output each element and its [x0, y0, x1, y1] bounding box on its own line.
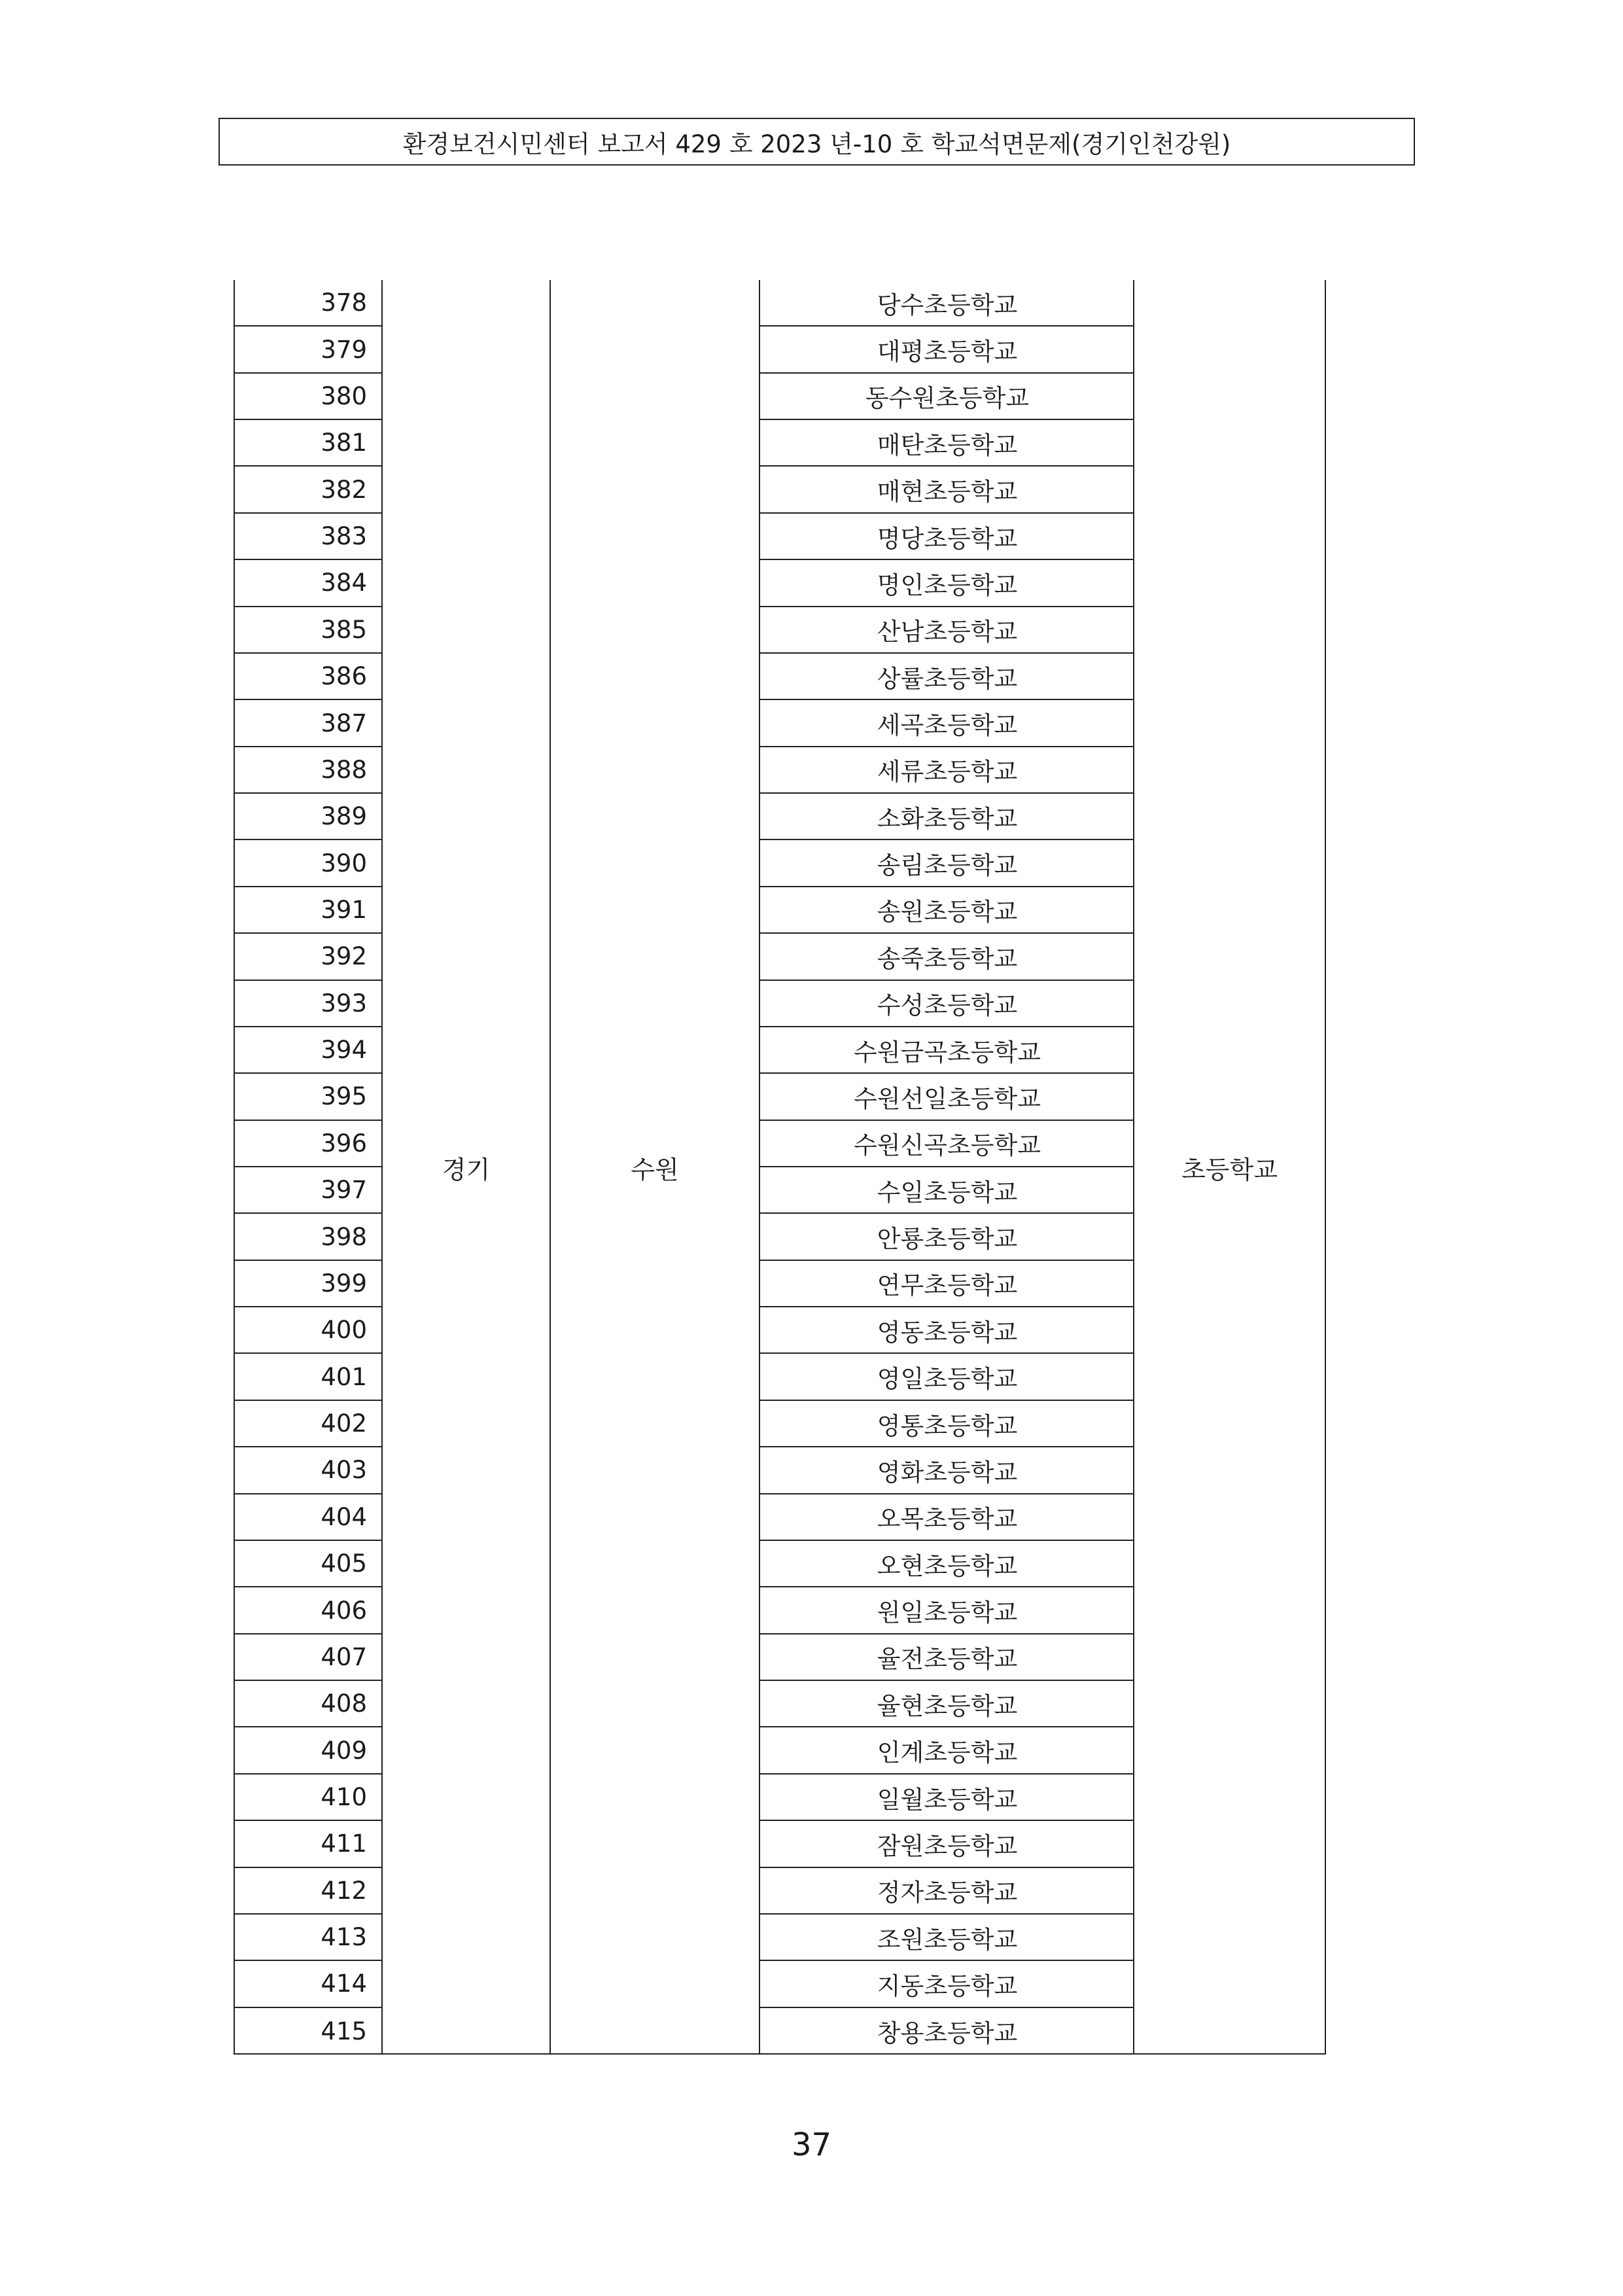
school-name: 연무초등학교 [760, 1261, 1134, 1307]
page-number: 37 [791, 2127, 832, 2163]
row-number: 410 [234, 1775, 383, 1821]
row-number: 378 [234, 280, 383, 327]
row-number: 414 [234, 1961, 383, 2007]
school-name: 창용초등학교 [877, 2019, 1018, 2048]
school-name: 송림초등학교 [760, 840, 1134, 887]
region-cell [383, 280, 550, 2055]
school-name: 매현초등학교 [760, 467, 1134, 513]
school-name: 잠원초등학교 [760, 1821, 1134, 1867]
row-number: 395 [234, 1074, 383, 1120]
row-number: 379 [234, 327, 383, 373]
row-number: 384 [234, 560, 383, 607]
row-number: 415 [321, 2017, 367, 2045]
school-name: 오현초등학교 [760, 1541, 1134, 1587]
school-name: 영화초등학교 [760, 1447, 1134, 1494]
row-number: 400 [234, 1307, 383, 1354]
school-name: 수원신곡초등학교 [760, 1121, 1134, 1167]
row-number: 405 [234, 1541, 383, 1587]
school-name: 지동초등학교 [760, 1961, 1134, 2007]
row-number: 388 [234, 747, 383, 794]
row-number: 394 [234, 1027, 383, 1074]
row-number: 403 [234, 1447, 383, 1494]
row-number: 401 [234, 1354, 383, 1401]
row-number: 390 [234, 840, 383, 887]
row-number: 404 [234, 1494, 383, 1541]
school-name: 수원금곡초등학교 [760, 1027, 1134, 1074]
school-name: 영동초등학교 [760, 1307, 1134, 1354]
row-number: 389 [234, 794, 383, 840]
row-number: 382 [234, 467, 383, 513]
row-number: 386 [234, 654, 383, 700]
row-number: 402 [234, 1401, 383, 1447]
row-number: 383 [234, 514, 383, 560]
row-number: 408 [234, 1681, 383, 1727]
school-name: 소화초등학교 [760, 794, 1134, 840]
row-number: 397 [234, 1167, 383, 1214]
school-type-label: 초등학교 [1181, 1155, 1278, 1184]
row-number: 391 [234, 887, 383, 934]
school-name: 조원초등학교 [760, 1915, 1134, 1961]
school-name: 송죽초등학교 [760, 934, 1134, 980]
school-name: 영일초등학교 [760, 1354, 1134, 1401]
school-name: 율현초등학교 [760, 1681, 1134, 1727]
region-label: 경기 [442, 1155, 491, 1184]
school-name: 안룡초등학교 [760, 1214, 1134, 1260]
school-type-cell [1134, 280, 1325, 2055]
school-name: 수일초등학교 [760, 1167, 1134, 1214]
row-number: 406 [234, 1587, 383, 1634]
school-name: 원일초등학교 [760, 1587, 1134, 1634]
school-name: 당수초등학교 [760, 280, 1134, 327]
school-name: 영통초등학교 [760, 1401, 1134, 1447]
row-number: 380 [234, 374, 383, 420]
school-name: 명당초등학교 [760, 514, 1134, 560]
school-name: 일월초등학교 [760, 1775, 1134, 1821]
school-name: 율전초등학교 [760, 1634, 1134, 1681]
row-number: 381 [234, 420, 383, 467]
school-name: 상률초등학교 [760, 654, 1134, 700]
row-number: 411 [234, 1821, 383, 1867]
row-number: 385 [234, 607, 383, 654]
row-number: 407 [234, 1634, 383, 1681]
city-label: 수원 [631, 1155, 679, 1184]
school-name: 세곡초등학교 [760, 700, 1134, 747]
row-number: 393 [234, 981, 383, 1027]
row-number: 398 [234, 1214, 383, 1260]
table-border-bottom [234, 2053, 1326, 2055]
row-number: 412 [234, 1868, 383, 1915]
school-name: 정자초등학교 [760, 1868, 1134, 1915]
school-name: 동수원초등학교 [760, 374, 1134, 420]
school-name: 산남초등학교 [760, 607, 1134, 654]
table-border-right [1325, 280, 1326, 2055]
row-number: 387 [234, 700, 383, 747]
school-name: 오목초등학교 [760, 1494, 1134, 1541]
city-cell [551, 280, 759, 2055]
school-table [234, 280, 1326, 2055]
row-number: 399 [234, 1261, 383, 1307]
school-name: 매탄초등학교 [760, 420, 1134, 467]
row-number: 392 [234, 934, 383, 980]
row-number: 413 [234, 1915, 383, 1961]
row-number: 409 [234, 1727, 383, 1774]
school-name: 송원초등학교 [760, 887, 1134, 934]
school-name: 수원선일초등학교 [760, 1074, 1134, 1120]
school-name: 인계초등학교 [760, 1727, 1134, 1774]
school-name: 세류초등학교 [760, 747, 1134, 794]
school-name: 명인초등학교 [760, 560, 1134, 607]
report-header-text: 환경보건시민센터 보고서 429 호 2023 년-10 호 학교석면문제(경기인천강원) [402, 130, 1231, 158]
report-header [218, 118, 1415, 166]
row-number: 396 [234, 1121, 383, 1167]
school-name: 대평초등학교 [760, 327, 1134, 373]
school-name: 수성초등학교 [760, 981, 1134, 1027]
